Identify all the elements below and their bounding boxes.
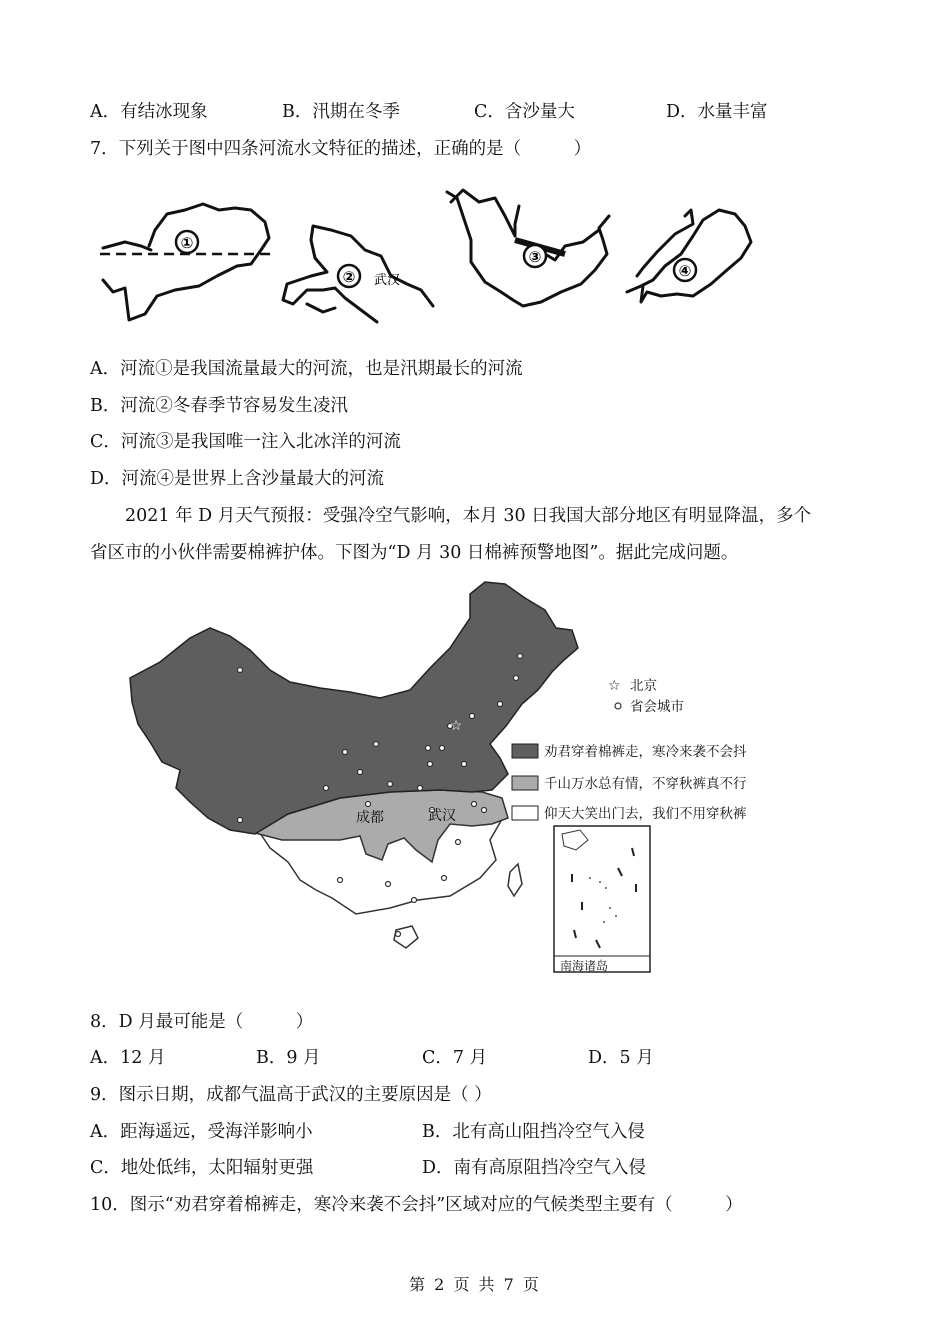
city-chengdu-label: 成都 [356, 810, 384, 826]
q9-stem: 9．图示日期，成都气温高于武汉的主要原因是（ ） [90, 1085, 492, 1105]
legend-capital-label: 省会城市 [630, 699, 684, 715]
legend-zone1-swatch [512, 744, 538, 758]
q6-option-b: B．汛期在冬季 [282, 102, 400, 122]
q8-options [90, 1046, 850, 1070]
q6-option-c: C．含沙量大 [474, 102, 575, 122]
river-1-label: ① [180, 234, 194, 252]
q7-option-c: C．河流③是我国唯一注入北冰洋的河流 [90, 432, 401, 452]
intro-line-2: 省区市的小伙伴需要棉裤护体。下图为“D 月 30 日棉裤预警地图”。据此完成问题。 [90, 543, 739, 563]
q9-option-b: B．北有高山阻挡冷空气入侵 [422, 1122, 645, 1142]
q6-option-a: A．有结冰现象 [90, 102, 208, 122]
q10-stem: 10．图示“劝君穿着棉裤走，寒冷来袭不会抖”区域对应的气候类型主要有（ ） [90, 1195, 743, 1215]
q9-option-d: D．南有高原阻挡冷空气入侵 [422, 1158, 647, 1178]
q9-option-c: C．地处低纬，太阳辐射更强 [90, 1158, 314, 1178]
river-2-city: 武汉 [373, 273, 401, 288]
legend-beijing-label: 北京 [630, 678, 657, 694]
inset-label: 南海诸岛 [560, 959, 609, 973]
beijing-star-icon: ☆ [449, 718, 463, 734]
q9-options-row2 [90, 1156, 850, 1180]
q8-option-a: A．12 月 [90, 1048, 166, 1068]
city-wuhan-label: 武汉 [428, 808, 456, 824]
q8-option-c: C．7 月 [422, 1048, 488, 1068]
legend-star-icon: ☆ [608, 678, 621, 694]
q8-option-d: D．5 月 [588, 1048, 654, 1068]
q9-options-row1 [90, 1120, 850, 1144]
south-sea-inset [554, 826, 650, 973]
legend-zone2-swatch [512, 776, 538, 790]
page-footer: 第 2 页 共 7 页 [409, 1275, 541, 1294]
legend-zone3-label: 仰天大笑出门去，我们不用穿秋裤 [544, 806, 747, 822]
china-map [120, 578, 770, 978]
q8-option-b: B．9 月 [256, 1048, 321, 1068]
q9-option-a: A．距海遥远，受海洋影响小 [90, 1122, 313, 1142]
legend-zone2-label: 千山万水总有情，不穿秋裤真不行 [544, 776, 747, 792]
river-figure [95, 180, 785, 330]
legend-zone1-label: 劝君穿着棉裤走，寒冷来袭不会抖 [544, 744, 747, 760]
river-2-label: ② [342, 268, 356, 286]
q7-option-a: A．河流①是我国流量最大的河流，也是汛期最长的河流 [90, 359, 523, 379]
q7-option-b: B．河流②冬春季节容易发生凌汛 [90, 396, 348, 416]
q7-option-d: D．河流④是世界上含沙量最大的河流 [90, 469, 385, 489]
legend-zone3-swatch [512, 806, 538, 820]
q8-stem: 8．D 月最可能是（ ） [90, 1012, 314, 1032]
q6-option-d: D．水量丰富 [666, 102, 768, 122]
q6-options [90, 100, 850, 124]
river-3-label: ③ [528, 248, 542, 266]
q7-stem: 7．下列关于图中四条河流水文特征的描述，正确的是（ ） [90, 139, 592, 159]
intro-line-1: 2021 年 D 月天气预报：受强冷空气影响，本月 30 日我国大部分地区有明显降温，多个 [125, 506, 812, 526]
zone1-region [130, 582, 578, 834]
river-4-label: ④ [678, 262, 692, 280]
